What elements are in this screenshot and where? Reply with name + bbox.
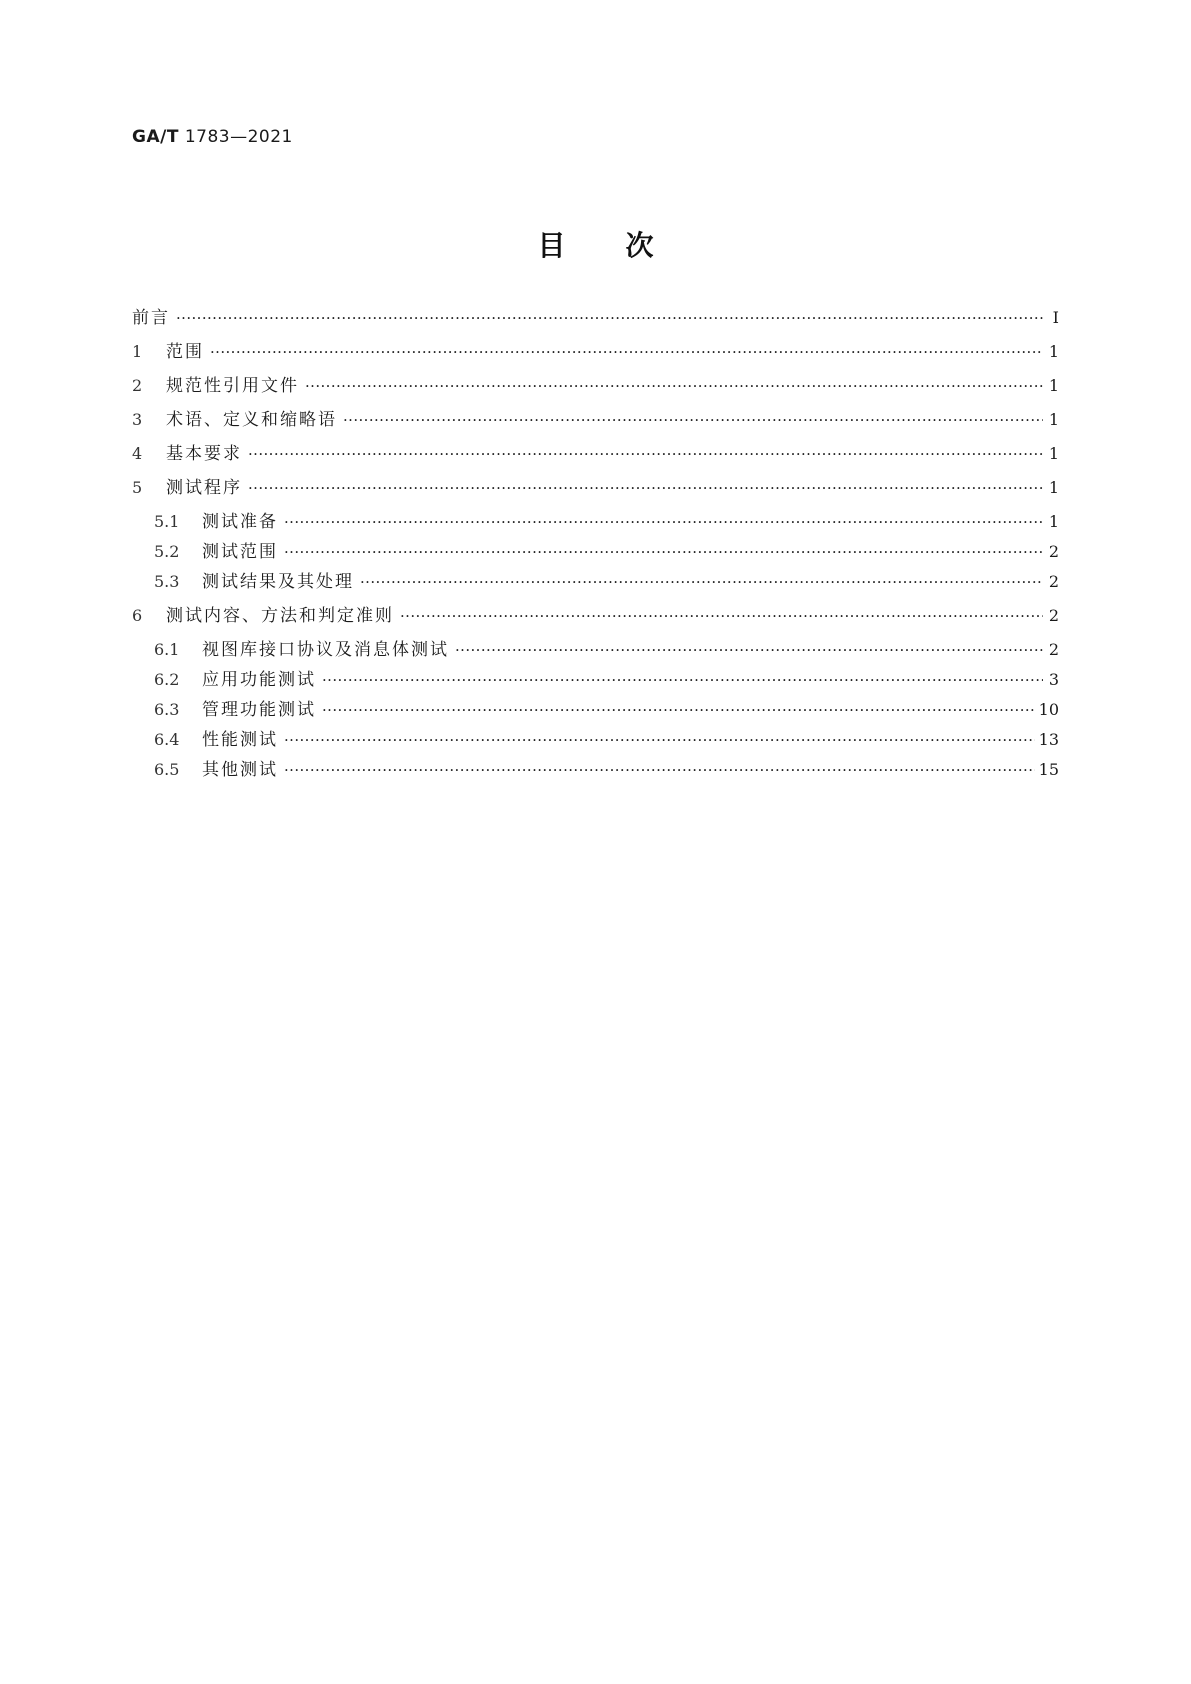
toc-entry-number: 6.3	[154, 700, 180, 719]
toc-dot-leader	[284, 510, 1043, 534]
toc-entry-label: 测试程序	[166, 478, 242, 498]
toc-dot-leader	[284, 728, 1035, 752]
toc-dot-leader	[176, 306, 1043, 330]
toc-entry-page: 2	[1048, 640, 1059, 659]
document-code-number: 1783—2021	[184, 127, 293, 147]
toc-entry-3[interactable]	[132, 408, 1059, 432]
toc-entry-page: 1	[1048, 478, 1059, 497]
toc-entry-label: 测试准备	[202, 512, 278, 532]
toc-entry-6-3[interactable]	[154, 698, 1059, 722]
toc-entry-label: 性能测试	[202, 730, 278, 750]
toc-entry-4[interactable]	[132, 442, 1059, 466]
toc-entry-5-3[interactable]	[154, 570, 1059, 594]
toc-entry-label: 应用功能测试	[202, 670, 316, 690]
toc-entry-6-5[interactable]	[154, 758, 1059, 782]
toc-entry-label: 术语、定义和缩略语	[166, 410, 337, 430]
toc-dot-leader	[305, 374, 1043, 398]
toc-entry-label: 前言	[132, 308, 170, 328]
toc-entry-page: 3	[1048, 670, 1059, 689]
toc-entry-number: 2	[132, 376, 143, 395]
toc-entry-page: 2	[1048, 572, 1059, 591]
toc-entry-label: 基本要求	[166, 444, 242, 464]
toc-entry-label: 范围	[166, 342, 204, 362]
toc-entry-number: 5.2	[154, 542, 180, 561]
toc-dot-leader	[400, 604, 1043, 628]
toc-entry-number: 6.5	[154, 760, 180, 779]
toc-entry-page: 1	[1048, 342, 1059, 361]
toc-entry-number: 5.1	[154, 512, 180, 531]
toc-entry-6[interactable]	[132, 604, 1059, 628]
toc-entry-page: 10	[1038, 700, 1059, 719]
toc-entry-page: 15	[1038, 760, 1059, 779]
toc-entry-1[interactable]	[132, 340, 1059, 364]
toc-entry-number: 5	[132, 478, 143, 497]
toc-entry-5-2[interactable]	[154, 540, 1059, 564]
toc-dot-leader	[284, 540, 1043, 564]
toc-entry-number: 4	[132, 444, 143, 463]
toc-entry-6-4[interactable]	[154, 728, 1059, 752]
toc-title: 目次	[537, 229, 714, 262]
document-code-prefix: GA/T	[132, 127, 179, 147]
toc-dot-leader	[360, 570, 1043, 594]
toc-dot-leader	[210, 340, 1043, 364]
toc-entry-5[interactable]	[132, 476, 1059, 500]
toc-dot-leader	[248, 476, 1043, 500]
toc-entry-number: 6.2	[154, 670, 180, 689]
toc-entry-2[interactable]	[132, 374, 1059, 398]
toc-entry-page: 2	[1048, 542, 1059, 561]
toc-dot-leader	[343, 408, 1043, 432]
toc-entry-number: 5.3	[154, 572, 180, 591]
toc-entry-6-2[interactable]	[154, 668, 1059, 692]
toc-entry-page: 1	[1048, 410, 1059, 429]
toc-entry-page: 1	[1048, 376, 1059, 395]
toc-entry-6-1[interactable]	[154, 638, 1059, 662]
toc-entry-label: 测试内容、方法和判定准则	[166, 606, 394, 626]
toc-entry-5-1[interactable]	[154, 510, 1059, 534]
toc-dot-leader	[322, 698, 1035, 722]
toc-dot-leader	[284, 758, 1035, 782]
document-code	[132, 127, 293, 147]
toc-entry-label: 其他测试	[202, 760, 278, 780]
toc-dot-leader	[322, 668, 1043, 692]
toc-entry-page: 1	[1048, 512, 1059, 531]
toc-entry-label: 管理功能测试	[202, 700, 316, 720]
toc-entry-label: 测试范围	[202, 542, 278, 562]
toc-entry-number: 3	[132, 410, 143, 429]
toc-entry-page: 13	[1038, 730, 1059, 749]
toc-entry-number: 6.4	[154, 730, 180, 749]
toc-entry-page: Ⅰ	[1052, 308, 1059, 327]
toc-entry-label: 视图库接口协议及消息体测试	[202, 640, 449, 660]
toc-entry-preface[interactable]	[132, 306, 1059, 330]
toc-entry-number: 1	[132, 342, 143, 361]
toc-entry-label: 测试结果及其处理	[202, 572, 354, 592]
toc-dot-leader	[248, 442, 1043, 466]
toc-entry-number: 6	[132, 606, 143, 625]
toc-dot-leader	[455, 638, 1043, 662]
toc-entry-number: 6.1	[154, 640, 180, 659]
toc-entry-page: 2	[1048, 606, 1059, 625]
toc-entry-page: 1	[1048, 444, 1059, 463]
toc-entry-label: 规范性引用文件	[166, 376, 299, 396]
